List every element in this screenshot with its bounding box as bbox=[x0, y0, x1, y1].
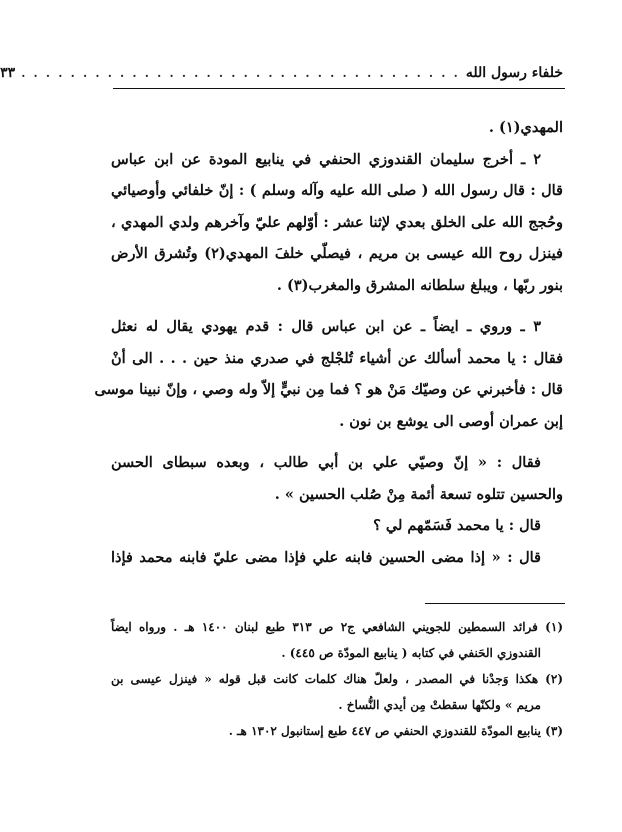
text-line: بنور ربّها ، ويبلغ سلطانه المشرق والمغرب(٣) . bbox=[276, 276, 563, 294]
footnote-line: (١) فرائد السمطين للجويني الشافعي ج٢ ص ٣١٣ طبع لبنان ١٤٠٠ هـ . ورواه ايضاً bbox=[111, 620, 563, 634]
text-line: إبن عمران أوصى الى يوشع بن نون . bbox=[339, 412, 563, 430]
footnote-line: (٢) هكذا وَجدْنا في المصدر ، ولعلّ هناك كلمات كانت قبل قوله « فينزل عيسى بن bbox=[111, 672, 563, 686]
text-line: والحسين تتلوه تسعة أئمة مِنْ صُلب الحسين » . bbox=[274, 485, 563, 503]
paragraph-gap bbox=[111, 437, 563, 447]
text-line: فقال : يا محمد أسألك عن أشياء تُلجْلج في صدري منذ حين . . . الى أنْ bbox=[111, 349, 563, 367]
paragraph-gap bbox=[111, 301, 563, 311]
header-leader-dots: . . . . . . . . . . . . . . . . . . . . . . . . . . . . . . . . . . . . bbox=[21, 66, 460, 80]
main-text bbox=[94, 112, 563, 573]
footnote-separator bbox=[425, 603, 565, 604]
running-header bbox=[0, 62, 563, 84]
text-line: قال : قال رسول الله ( صلى الله عليه وآله وسلم ) : إنّ خلفائي وأوصيائي bbox=[111, 182, 563, 199]
text-line: ٣ ـ وروي ـ ايضاً ـ عن ابن عباس قال : قدم يهودي يقال له نعثل bbox=[111, 318, 541, 335]
text-line: المهدي(١) . bbox=[488, 119, 563, 136]
header-rule bbox=[113, 88, 565, 89]
text-line: قال : « إذا مضى الحسين فابنه علي فإذا مضى عليّ فابنه محمد فإذا bbox=[111, 548, 541, 566]
footnote-line: القندوزي الحَنفي في كتابه ( ينابيع المودّة ص ٤٤٥) . bbox=[281, 646, 541, 660]
text-line: قال : يا محمد فَسَمّهم لي ؟ bbox=[373, 517, 541, 534]
footnote-line: (٣) ينابيع المودّة للقندوزي الحنفي ص ٤٤٧ طبع إستانبول ١٣٠٢ هـ . bbox=[228, 724, 563, 738]
page-number: ٣٣ bbox=[0, 65, 16, 81]
text-line: ٢ ـ أخرج سليمان القندوزي الحنفي في ينابيع المودة عن ابن عباس bbox=[111, 150, 541, 168]
text-line: قال : فأخبرني عن وصيّك مَنْ هو ؟ فما مِن نبيٍّ إلاّ وله وصي ، وإنّ نبينا موسى bbox=[94, 381, 563, 398]
text-line: فينزل روح الله عيسى بن مريم ، فيصلّي خلفَ المهدي(٢) وتُشرق الأرض bbox=[111, 245, 563, 262]
text-line: فقال : « إنّ وصيّي علي بن أبي طالب ، وبعده سبطاى الحسن bbox=[111, 454, 541, 471]
running-title: خلفاء رسول الله bbox=[465, 65, 563, 81]
footnotes bbox=[111, 614, 563, 744]
text-line: وحُجج الله على الخلق بعدي لإثنا عشر : أوّلهم عليّ وآخرهم ولدي المهدي ، bbox=[111, 213, 563, 231]
footnote-line: مريم » ولكنّها سقطتْ مِن أيدي النُّساخ . bbox=[338, 698, 541, 712]
